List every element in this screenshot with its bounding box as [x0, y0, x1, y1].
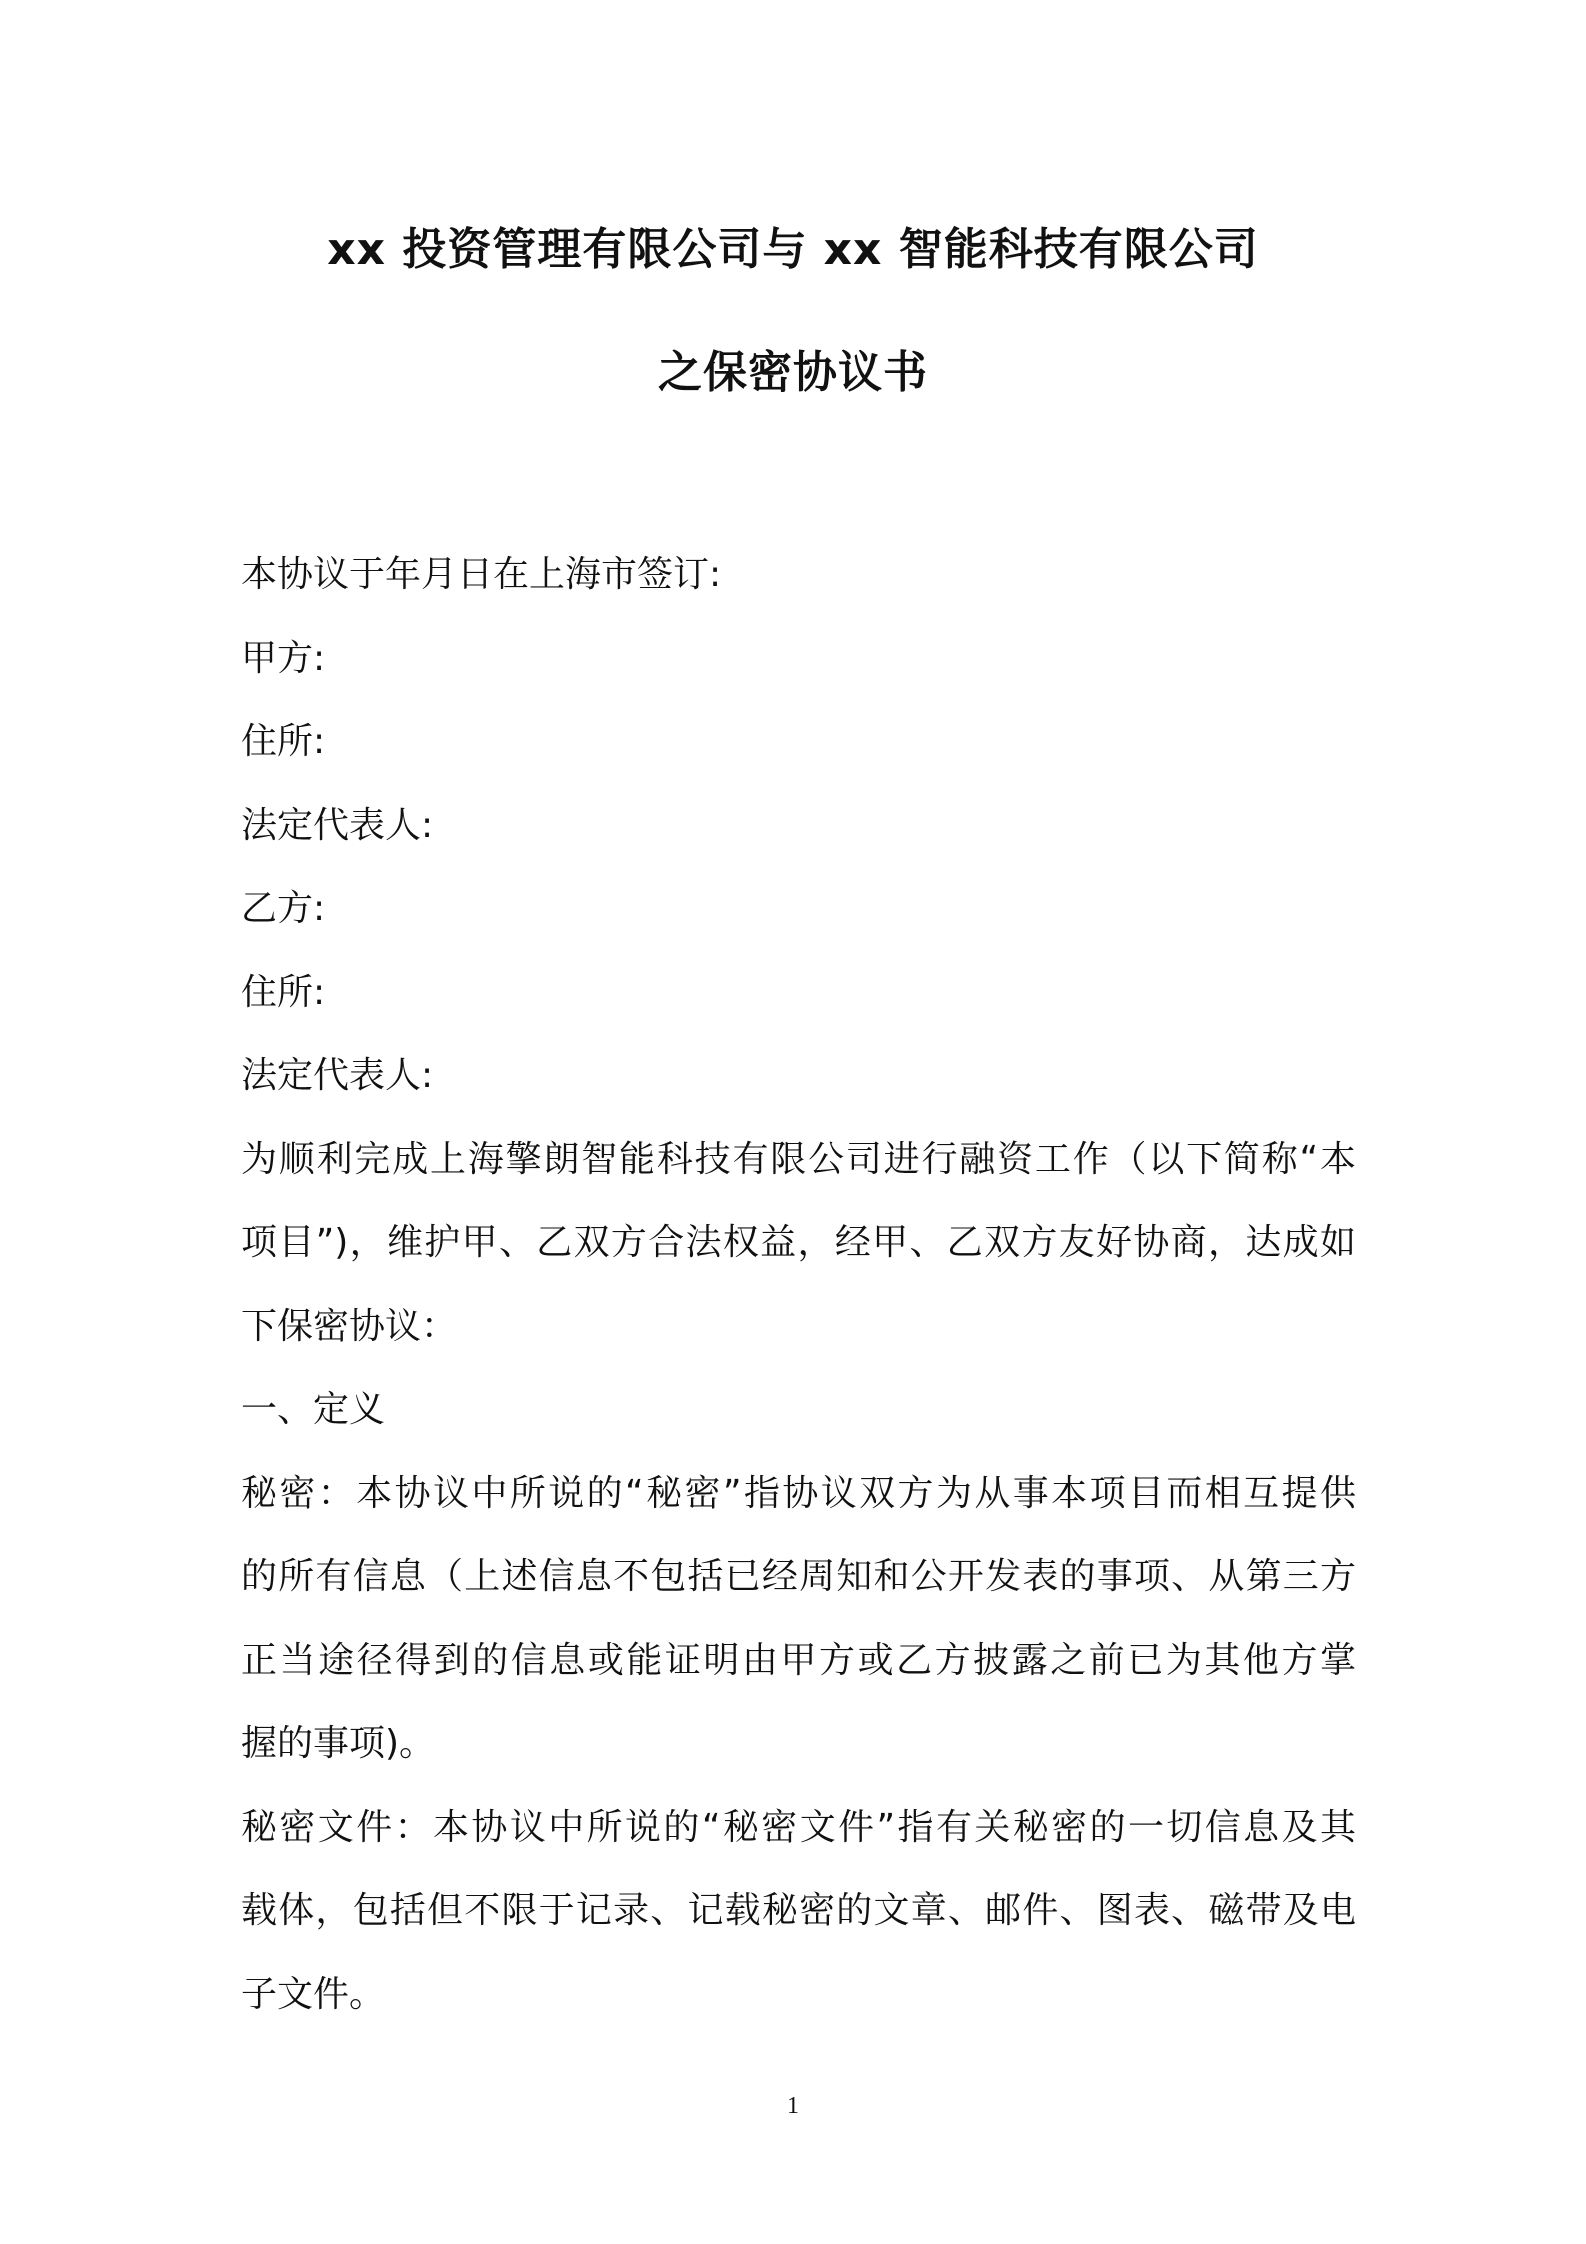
intro-paragraph [241, 1118, 1356, 1369]
party-a-representative-label: 法定代表人: [241, 804, 434, 846]
secret-file-definition-line: 秘密文件：本协议中所说的“秘密文件”指有关秘密的一切信息及其 [241, 1806, 1356, 1848]
secret-file-definition-line: 载体，包括但不限于记录、记载秘密的文章、邮件、图表、磁带及电 [241, 1890, 1356, 1931]
secret-file-definition-line: 子文件。 [241, 1973, 386, 2015]
intro-line: 下保密协议： [241, 1305, 458, 1347]
party-b-address-label: 住所: [241, 971, 326, 1013]
intro-line: 为顺利完成上海擎朗智能科技有限公司进行融资工作（以下简称“本 [241, 1138, 1356, 1180]
page-number: 1 [787, 2093, 799, 2119]
secret-file-definition-paragraph [241, 1786, 1356, 2037]
party-a-label: 甲方: [241, 637, 326, 679]
signing-statement: 本协议于年月日在上海市签订: [241, 554, 722, 595]
party-b-representative-label: 法定代表人: [241, 1055, 434, 1096]
section-heading-definitions: 一、定义 [241, 1389, 386, 1430]
secret-definition-line: 正当途径得到的信息或能证明由甲方或乙方披露之前已为其他方掌 [241, 1639, 1356, 1681]
party-a-address-label: 住所: [241, 721, 326, 762]
document-body [241, 533, 1356, 2036]
secret-definition-line: 秘密：本协议中所说的“秘密”指协议双方为从事本项目而相互提供 [241, 1472, 1356, 1514]
secret-definition-line: 握的事项)。 [241, 1723, 436, 1764]
party-b-label: 乙方: [241, 888, 326, 929]
secret-definition-line: 的所有信息（上述信息不包括已经周知和公开发表的事项、从第三方 [241, 1556, 1356, 1597]
secret-definition-paragraph [241, 1452, 1356, 1786]
document-title-line-1: xx 投资管理有限公司与 xx 智能科技有限公司 [327, 224, 1259, 275]
intro-line: 项目”)，维护甲、乙双方合法权益，经甲、乙双方友好协商，达成如 [241, 1222, 1356, 1263]
document-title-line-2: 之保密协议书 [658, 347, 928, 398]
